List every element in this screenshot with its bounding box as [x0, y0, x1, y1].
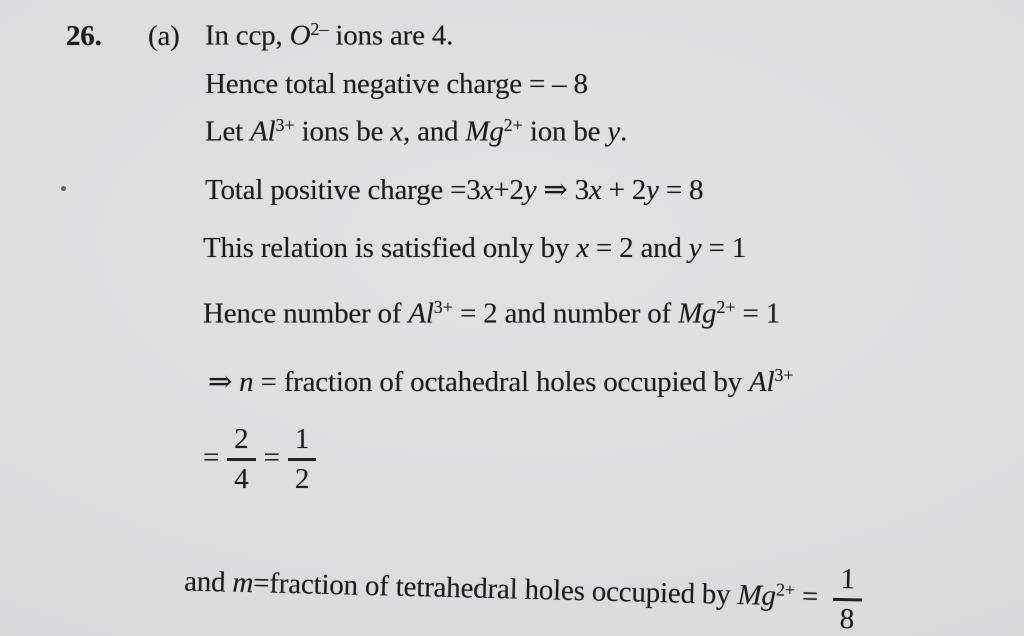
- part-label: [148, 20, 205, 53]
- solution-line-8-fractions: [203, 424, 324, 496]
- solution-line-5: [203, 232, 746, 265]
- text-segment: Let: [205, 115, 251, 148]
- variable-y: y: [688, 232, 702, 264]
- text-segment: ion be: [522, 115, 608, 148]
- variable-mg: Mg: [465, 115, 504, 148]
- text-segment: .: [620, 115, 628, 148]
- equals-sign: =: [794, 580, 826, 614]
- superscript-charge: 2–: [310, 19, 329, 39]
- text-segment: Hence number of: [203, 297, 409, 330]
- fraction-denominator: 8: [839, 603, 855, 636]
- fraction-two-fourths: [227, 424, 256, 496]
- fraction-one-eighth: [832, 564, 862, 636]
- superscript-charge: 3+: [275, 115, 295, 135]
- variable-x: x: [576, 232, 589, 264]
- superscript-charge: 2+: [775, 579, 796, 600]
- variable-mg: Mg: [678, 297, 717, 330]
- variable-m: m: [232, 566, 254, 600]
- superscript-charge: 3+: [433, 297, 453, 317]
- text-segment: Hence total negative charge = – 8: [205, 68, 588, 100]
- variable-mg: Mg: [737, 578, 777, 612]
- equals-sign: =: [203, 441, 220, 474]
- variable-y: y: [646, 174, 659, 206]
- variable-al: Al: [408, 297, 434, 330]
- variable-x: x: [390, 115, 403, 148]
- fraction-numerator: 2: [227, 424, 256, 461]
- superscript-charge: 3+: [774, 365, 794, 386]
- text-segment: = fraction of octahedral holes occupied by: [253, 366, 749, 398]
- text-segment: = 2 and: [588, 232, 689, 264]
- text-segment: , and: [402, 115, 466, 148]
- variable-y: y: [523, 174, 537, 206]
- variable-o: O: [289, 19, 311, 52]
- solution-line-3: [205, 114, 627, 149]
- fraction-denominator: 2: [294, 463, 310, 496]
- variable-x: x: [588, 174, 602, 206]
- solution-line-7: [208, 364, 794, 399]
- fraction-numerator: 1: [288, 424, 317, 461]
- text-segment: This relation is satisfied only by: [203, 232, 577, 264]
- solution-line-9: [183, 548, 870, 636]
- implies-arrow: ⇒: [208, 366, 240, 398]
- solution-line-1: [66, 18, 453, 53]
- text-segment: = 1: [735, 297, 781, 330]
- text-segment: =fraction of tetrahedral holes occupied by: [252, 567, 738, 611]
- variable-al: Al: [749, 366, 775, 398]
- superscript-charge: 2+: [503, 115, 523, 135]
- text-segment: ions be: [294, 115, 391, 148]
- variable-y: y: [607, 115, 621, 148]
- text-segment: = 2 and number of: [452, 297, 679, 330]
- text-segment: Total positive charge =3: [205, 174, 481, 206]
- stray-ink-mark: [61, 186, 66, 191]
- variable-al: Al: [250, 115, 276, 148]
- variable-x: x: [480, 174, 494, 206]
- text-segment: and: [183, 565, 233, 599]
- fraction-numerator: 1: [833, 564, 862, 602]
- solution-line-2: [205, 68, 588, 101]
- text-segment: +2: [493, 174, 524, 206]
- question-number: 26.: [66, 19, 102, 52]
- solution-line-4: [205, 172, 703, 207]
- solution-line-6: [203, 296, 780, 331]
- text-segment: ions are 4.: [328, 19, 454, 52]
- text-segment: = 1: [701, 232, 747, 264]
- implies-arrow: ⇒ 3: [536, 174, 589, 206]
- fraction-one-half: [288, 424, 317, 496]
- text-segment: + 2: [601, 174, 647, 206]
- superscript-charge: 2+: [716, 297, 736, 317]
- part-label-text: (a): [148, 19, 180, 52]
- text-segment: In ccp,: [205, 19, 290, 52]
- variable-n: n: [239, 366, 254, 398]
- equals-sign: =: [263, 441, 280, 474]
- text-segment: = 8: [658, 174, 704, 206]
- fraction-denominator: 4: [234, 463, 249, 496]
